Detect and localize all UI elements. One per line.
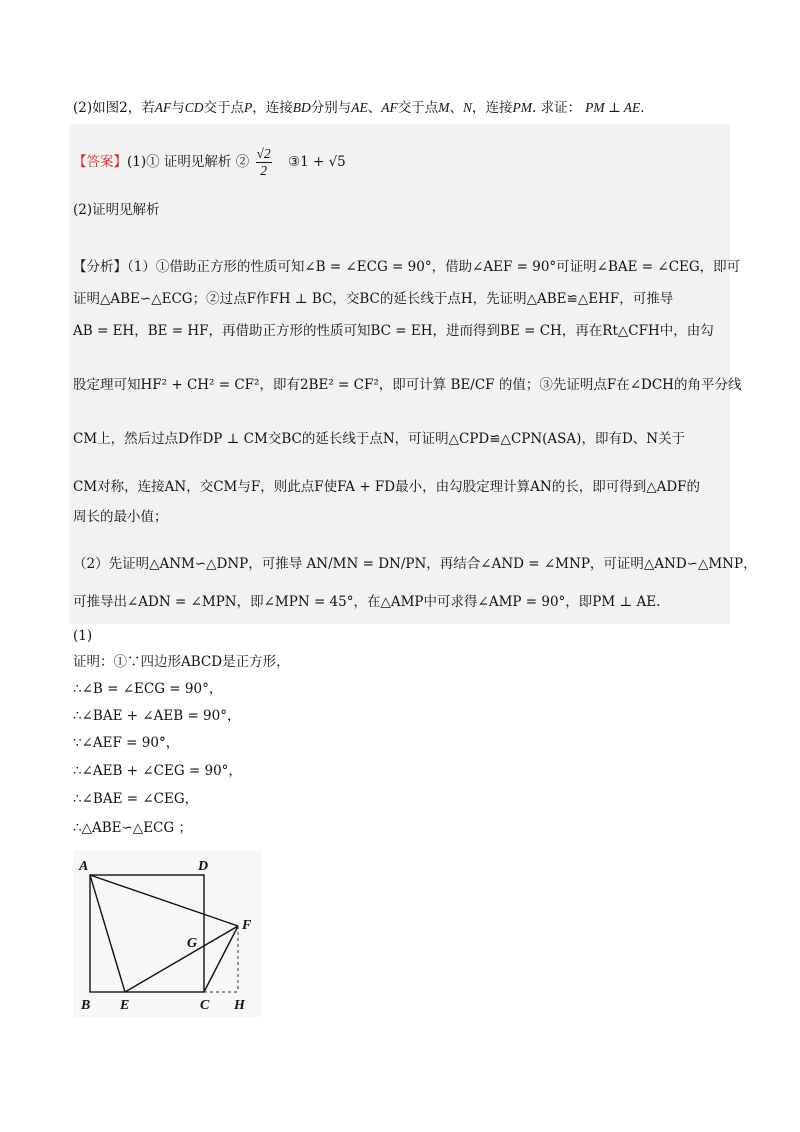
- answer-analysis-panel: [69, 124, 730, 624]
- proof-line-7: ∴△ABE∽△ECG ；: [73, 820, 192, 836]
- sqrt2-over-2-fraction: $\frac{√2}{2}$: [256, 146, 271, 178]
- label-a: A: [79, 859, 89, 874]
- segment-af: [90, 875, 238, 926]
- analysis-line-1: 【分析】（1）①借助正方形的性质可知∠B = ∠ECG = 90°，借助∠AEF = 90°可证明∠BAE = ∠CEG，即可: [73, 259, 741, 275]
- question-2: (2)如图2，若AF与CD交于点P，连接BD分别与AE、AF交于点M、N，连接PM. 求证： PM ⊥ AE.: [73, 100, 645, 116]
- analysis-line-5: CM上，然后过点D作DP ⊥ CM交BC的延长线于点N，可证明△CPD≌△CPN(ASA)，即有D、N关于: [73, 431, 686, 447]
- label-h: H: [234, 998, 245, 1013]
- answer-label: 【答案】: [73, 154, 127, 170]
- goal-expression: PM ⊥ AE: [585, 100, 641, 115]
- proof-line-5: ∴∠AEB + ∠CEG = 90°，: [73, 763, 242, 779]
- analysis-line-2: 证明△ABE∽△ECG；②过点F作FH ⊥ BC，交BC的延长线于点H，先证明△ABE≌△EHF，可推导: [73, 291, 674, 307]
- label-e: E: [120, 998, 130, 1013]
- analysis-line-3: AB = EH，BE = HF，再借助正方形的性质可知BC = EH，进而得到BE = CH，再在Rt△CFH中，由勾: [73, 323, 714, 339]
- analysis-line-8: （2）先证明△ANM∽△DNP，可推导 AN/MN = DN/PN，再结合∠AND = ∠MNP，可证明△AND∽△MNP，: [73, 556, 757, 572]
- proof-line-2: ∴∠B = ∠ECG = 90°，: [73, 681, 223, 697]
- label-b: B: [81, 998, 91, 1013]
- geometry-diagram: [73, 851, 261, 1017]
- label-c: C: [200, 998, 210, 1013]
- segment-ae: [90, 875, 125, 992]
- geometry-figure: [73, 851, 261, 1017]
- proof-line-6: ∴∠BAE = ∠CEG，: [73, 791, 199, 807]
- label-d: D: [198, 859, 209, 874]
- answer-part2: (2)证明见解析: [73, 202, 160, 218]
- analysis-line-9: 可推导出∠ADN = ∠MPN，即∠MPN = 45°，在△AMP中可求得∠AMP = 90°，即PM ⊥ AE.: [73, 594, 661, 610]
- proof-line-3: ∴∠BAE + ∠AEB = 90°，: [73, 708, 241, 724]
- proof-heading: (1): [73, 628, 93, 644]
- analysis-line-4: 股定理可知HF² + CH² = CF²，即有2BE² = CF²，即可计算 BE/CF 的值；③先证明点F在∠DCH的角平分线: [73, 377, 742, 393]
- proof-line-4: ∵∠AEF = 90°，: [73, 735, 180, 751]
- label-f: F: [242, 918, 252, 933]
- analysis-line-6: CM对称，连接AN，交CM与F，则此点F使FA + FD最小，由勾股定理计算AN的长，即可得到△ADF的: [73, 479, 701, 495]
- label-g: G: [187, 936, 198, 951]
- analysis-line-7: 周长的最小值；: [73, 509, 168, 525]
- answer-line: 【答案】(1)① 证明见解析 ② $\frac{√2}{2}$ ③1 + √5: [73, 146, 346, 178]
- proof-line-1: 证明：①∵四边形ABCD是正方形，: [73, 654, 290, 670]
